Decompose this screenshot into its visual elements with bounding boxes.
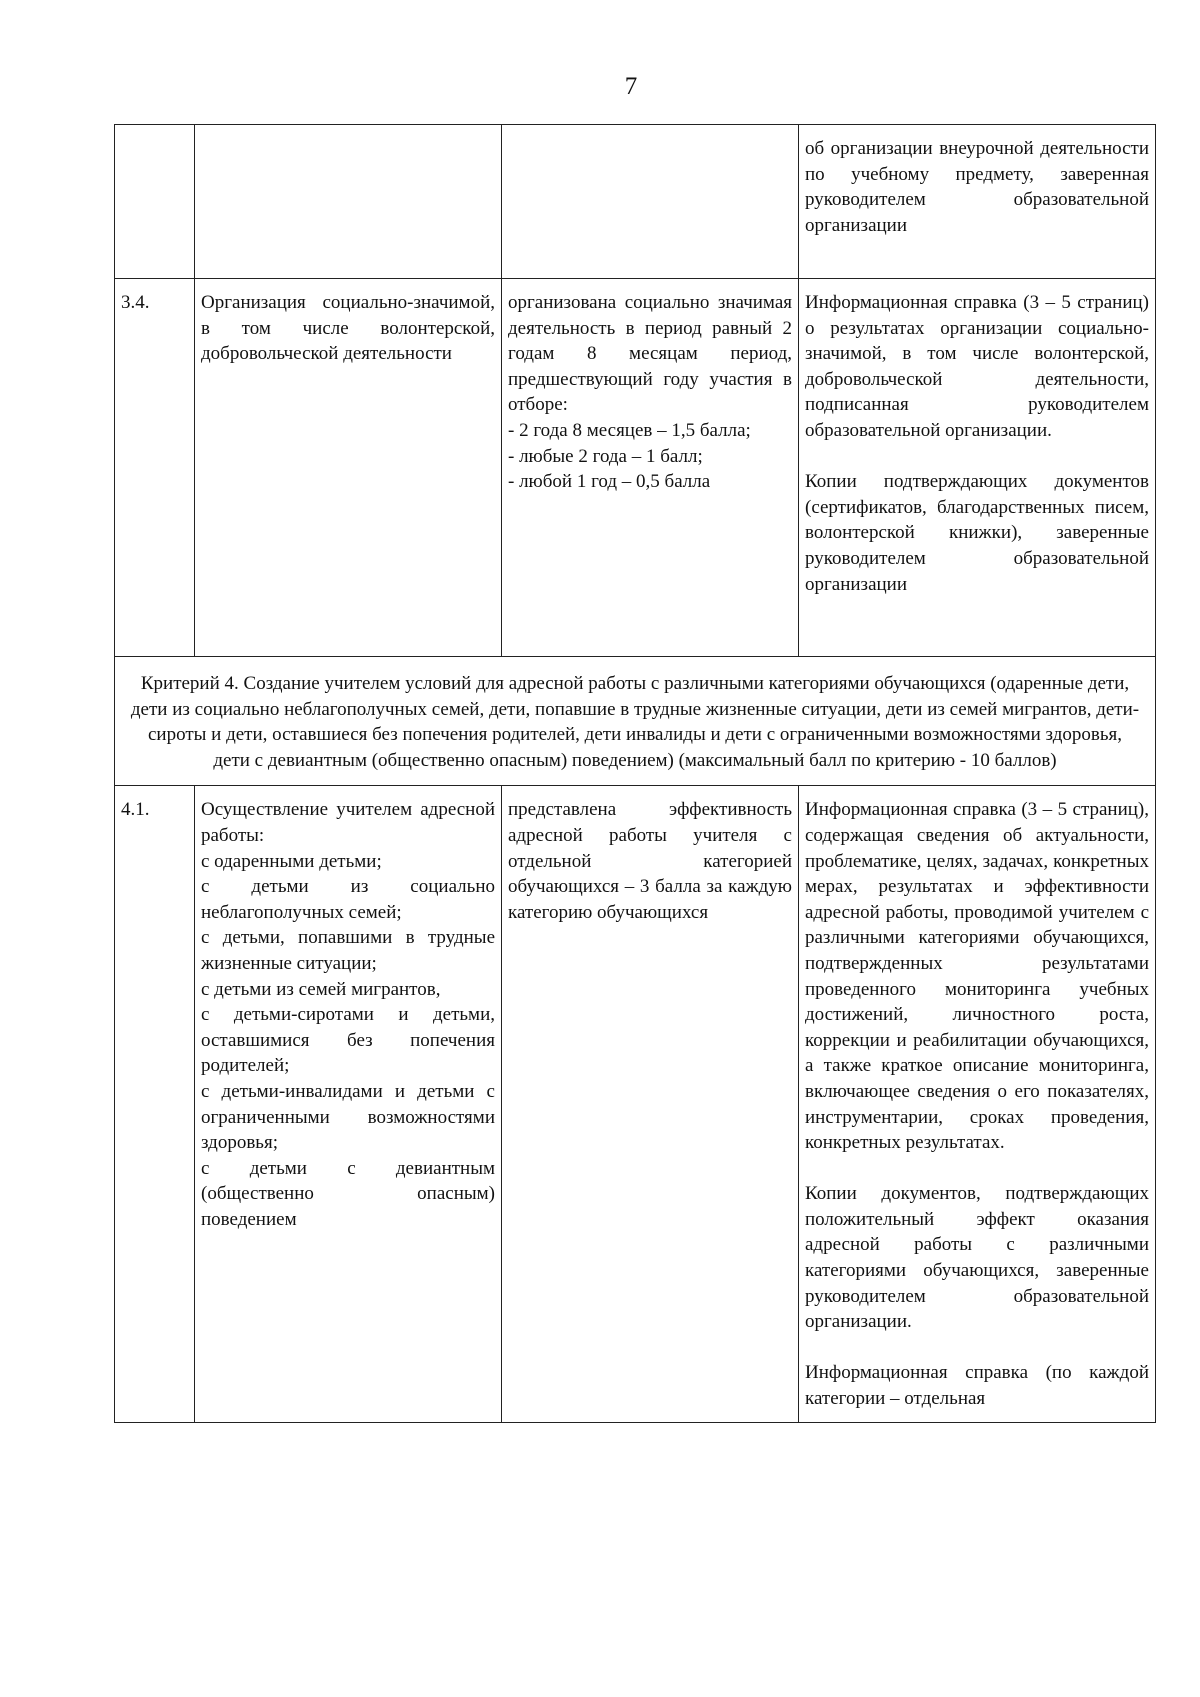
documents-paragraph: Информационная справка (3 – 5 страниц), содержащая сведения об актуальности, проблематике, целях, задачах, конкретных мерах, результатах и эффективности адресной работы, проводимой учителем с различными категориями обучающихся, подтвержденных результатами проведенного мониторинга учебных достижений, личностного роста, коррекции и реабилитации обучающихся, а также краткое описание мониторинга, включающее сведения о его показателях, инструментарии, сроках проведения, конкретных результатах. (805, 799, 1149, 1154)
criterion-item: с детьми с девиантным (общественно опасным) поведением (201, 1157, 495, 1230)
row-number (115, 125, 195, 279)
documents-cell (799, 786, 1156, 1422)
criterion-item: с детьми-инвалидами и детьми с ограниченными возможностями здоровья; (201, 1080, 495, 1154)
paragraph-gap (805, 444, 1149, 470)
criterion-4-text: Критерий 4. Создание учителем условий для адресной работы с различными категориями обучающихся (одаренные дети, дети из социально неблагополучных семей, дети, попавшие в трудные жизненные ситуации, дети из семей мигрантов, дети-сироты и дети, оставшиеся без попечения родителей, дети инвалиды и дети с ограниченными возможностями здоровья, дети с девиантным (общественно опасным) поведением) (максимальный балл по критерию - 10 баллов) (130, 673, 1140, 771)
criterion-4-heading (115, 657, 1156, 786)
table-row-3-4 (115, 279, 1156, 657)
indicator-item: - любые 2 года – 1 балл; (508, 445, 703, 467)
criterion-cell (195, 125, 502, 279)
indicator-cell (502, 125, 799, 279)
documents-paragraph: Информационная справка (по каждой категории – отдельная (805, 1362, 1149, 1410)
criterion-item: с детьми, попавшими в трудные жизненные ситуации; (201, 927, 495, 974)
indicator-item: - любой 1 год – 0,5 балла (508, 471, 711, 493)
page-number: 7 (624, 73, 638, 100)
documents-paragraph: Копии подтверждающих документов (сертификатов, благодарственных писем, волонтерской книжки), заверенные руководителем образовательной организации (805, 471, 1149, 595)
indicator-cell (502, 279, 799, 657)
paragraph-gap (805, 1156, 1149, 1182)
indicator-item: - 2 года 8 месяцев – 1,5 балла; (508, 419, 751, 441)
criterion-cell: Организация социально-значимой, в том числе волонтерской, добровольческой деятельности (195, 279, 502, 657)
criterion-item: с детьми из семей мигрантов, (201, 978, 441, 1000)
criterion-item: с детьми-сиротами и детьми, оставшимися без попечения родителей; (201, 1004, 495, 1077)
criterion-header-row (115, 657, 1156, 786)
paragraph-gap (805, 1335, 1149, 1361)
row-number: 3.4. (115, 279, 195, 657)
criterion-intro: Осуществление учителем адресной работы: (201, 799, 495, 846)
indicator-cell: представлена эффективность адресной работы учителя с отдельной категорией обучающихся – 3 балла за каждую категорию обучающихся (502, 786, 799, 1422)
table-row-continued (115, 125, 1156, 279)
documents-cell (799, 279, 1156, 657)
table-row-4-1 (115, 786, 1156, 1422)
documents-paragraph: Копии документов, подтверждающих положительный эффект оказания адресной работы с различными категориями обучающихся, заверенные руководителем образовательной организации. (805, 1183, 1149, 1333)
criterion-item: с детьми из социально неблагополучных семей; (201, 876, 495, 923)
criterion-cell (195, 786, 502, 1422)
indicator-intro: организована социально значимая деятельность в период равный 2 годам 8 месяцам период, предшествующий году участия в отборе: (508, 292, 792, 416)
documents-cell: об организации внеурочной деятельности по учебному предмету, заверенная руководителем образовательной организации (799, 125, 1156, 279)
criteria-table (114, 124, 1156, 1423)
documents-paragraph: Информационная справка (3 – 5 страниц) о результатах организации социально-значимой, в том числе волонтерской, добровольческой деятельности, подписанная руководителем образовательной организации. (805, 292, 1149, 441)
criterion-item: с одаренными детьми; (201, 850, 382, 872)
row-number: 4.1. (115, 786, 195, 1422)
